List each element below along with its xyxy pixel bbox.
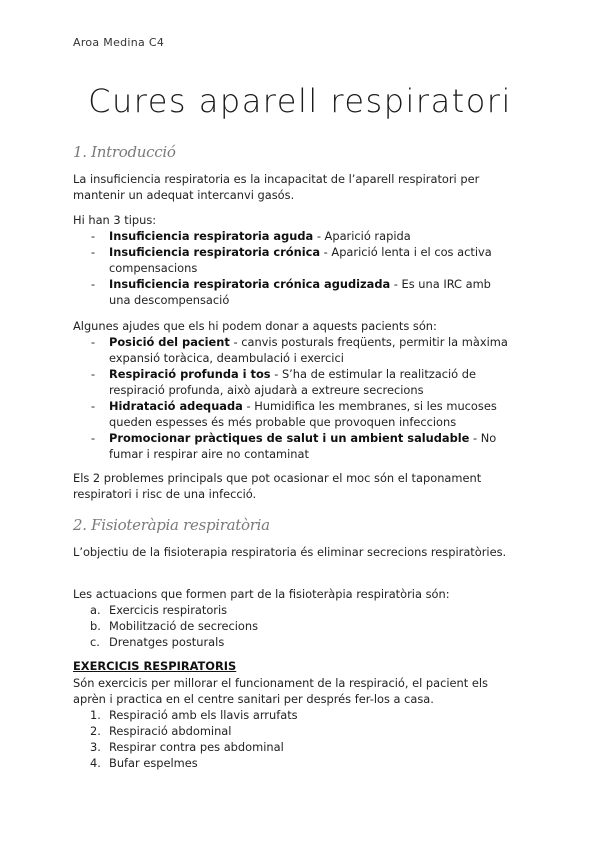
list-marker: 2. [90, 724, 101, 738]
section-heading-physio: 2. Fisioteràpia respiratòria [73, 516, 270, 534]
actions-list [73, 602, 513, 650]
list-item [73, 228, 513, 244]
type-term: Insuficiencia respiratoria aguda [109, 229, 314, 243]
list-text: Respiració amb els llavis arrufats [109, 708, 298, 722]
list-text: Bufar espelmes [109, 756, 198, 770]
list-item [73, 723, 513, 739]
help-desc: - No fumar i respirar aire no contaminat [109, 431, 497, 461]
type-term: Insuficiencia respiratoria crónica [109, 245, 321, 259]
list-item [73, 430, 513, 462]
help-term: Promocionar pràctiques de salut i un ambient saludable [109, 431, 470, 445]
list-item [73, 618, 513, 634]
list-item [73, 366, 513, 398]
problems-paragraph: Els 2 problemes principals que pot ocasionar el moc són el taponament respiratori i risc de una infecció. [73, 471, 482, 501]
objective-paragraph: L’objectiu de la fisioterapia respiratoria és eliminar secrecions respiratòries. [73, 545, 507, 559]
list-marker: a. [90, 603, 101, 617]
list-item [73, 276, 513, 308]
types-list [73, 228, 513, 308]
list-marker: b. [90, 619, 101, 633]
list-marker: 1. [90, 708, 101, 722]
help-desc: - S’ha de estimular la realització de respiració profunda, això ajudarà a extreure secrecions [109, 367, 477, 397]
type-desc: - Aparició lenta i el cos activa compensacions [109, 245, 492, 275]
exercises-intro: Són exercicis per millorar el funcionament de la respiració, el pacient els aprèn i practica en el centre sanitari per després fer-los a casa. [73, 676, 488, 706]
helps-intro: Algunes ajudes que els hi podem donar a aquests pacients són: [73, 319, 437, 333]
list-text: Drenatges posturals [109, 635, 225, 649]
list-item [73, 398, 513, 430]
list-item [73, 739, 513, 755]
help-desc: - Humidifica les membranes, si les mucoses queden espesses és més probable que provoquen infeccions [109, 399, 497, 429]
list-marker: c. [90, 635, 100, 649]
type-desc: - Aparició rapida [313, 229, 411, 243]
help-term: Respiració profunda i tos [109, 367, 271, 381]
list-text: Exercicis respiratoris [109, 603, 228, 617]
section-heading-intro: 1. Introducció [73, 143, 176, 161]
list-marker: 3. [90, 740, 101, 754]
list-item [73, 755, 513, 771]
help-desc: - canvis posturals freqüents, permitir la màxima expansió toràcica, deambulació i exercici [109, 335, 508, 365]
list-marker: 4. [90, 756, 101, 770]
list-item [73, 334, 513, 366]
list-item [73, 634, 513, 650]
list-text: Respirar contra pes abdominal [109, 740, 284, 754]
list-text: Respiració abdominal [109, 724, 232, 738]
types-intro: Hi han 3 tipus: [73, 213, 157, 227]
actions-intro: Les actuacions que formen part de la fisioteràpia respiratòria són: [73, 587, 450, 601]
type-term: Insuficiencia respiratoria crónica agudizada [109, 277, 391, 291]
definition-paragraph: La insuficiencia respiratoria es la incapacitat de l’aparell respiratori per mantenir un adequat intercanvi gasós. [73, 172, 480, 202]
author-name: Aroa Medina C4 [73, 36, 165, 49]
list-item [73, 244, 513, 276]
help-term: Hidratació adequada [109, 399, 243, 413]
exercises-heading: EXERCICIS RESPIRATORIS [73, 659, 237, 673]
list-text: Mobilització de secrecions [109, 619, 259, 633]
help-term: Posició del pacient [109, 335, 230, 349]
page-title: Cures aparell respiratori [88, 82, 512, 120]
list-item [73, 707, 513, 723]
exercises-list [73, 707, 513, 771]
helps-list [73, 334, 513, 462]
type-desc: - Es una IRC amb una descompensació [109, 277, 491, 307]
list-item [73, 602, 513, 618]
